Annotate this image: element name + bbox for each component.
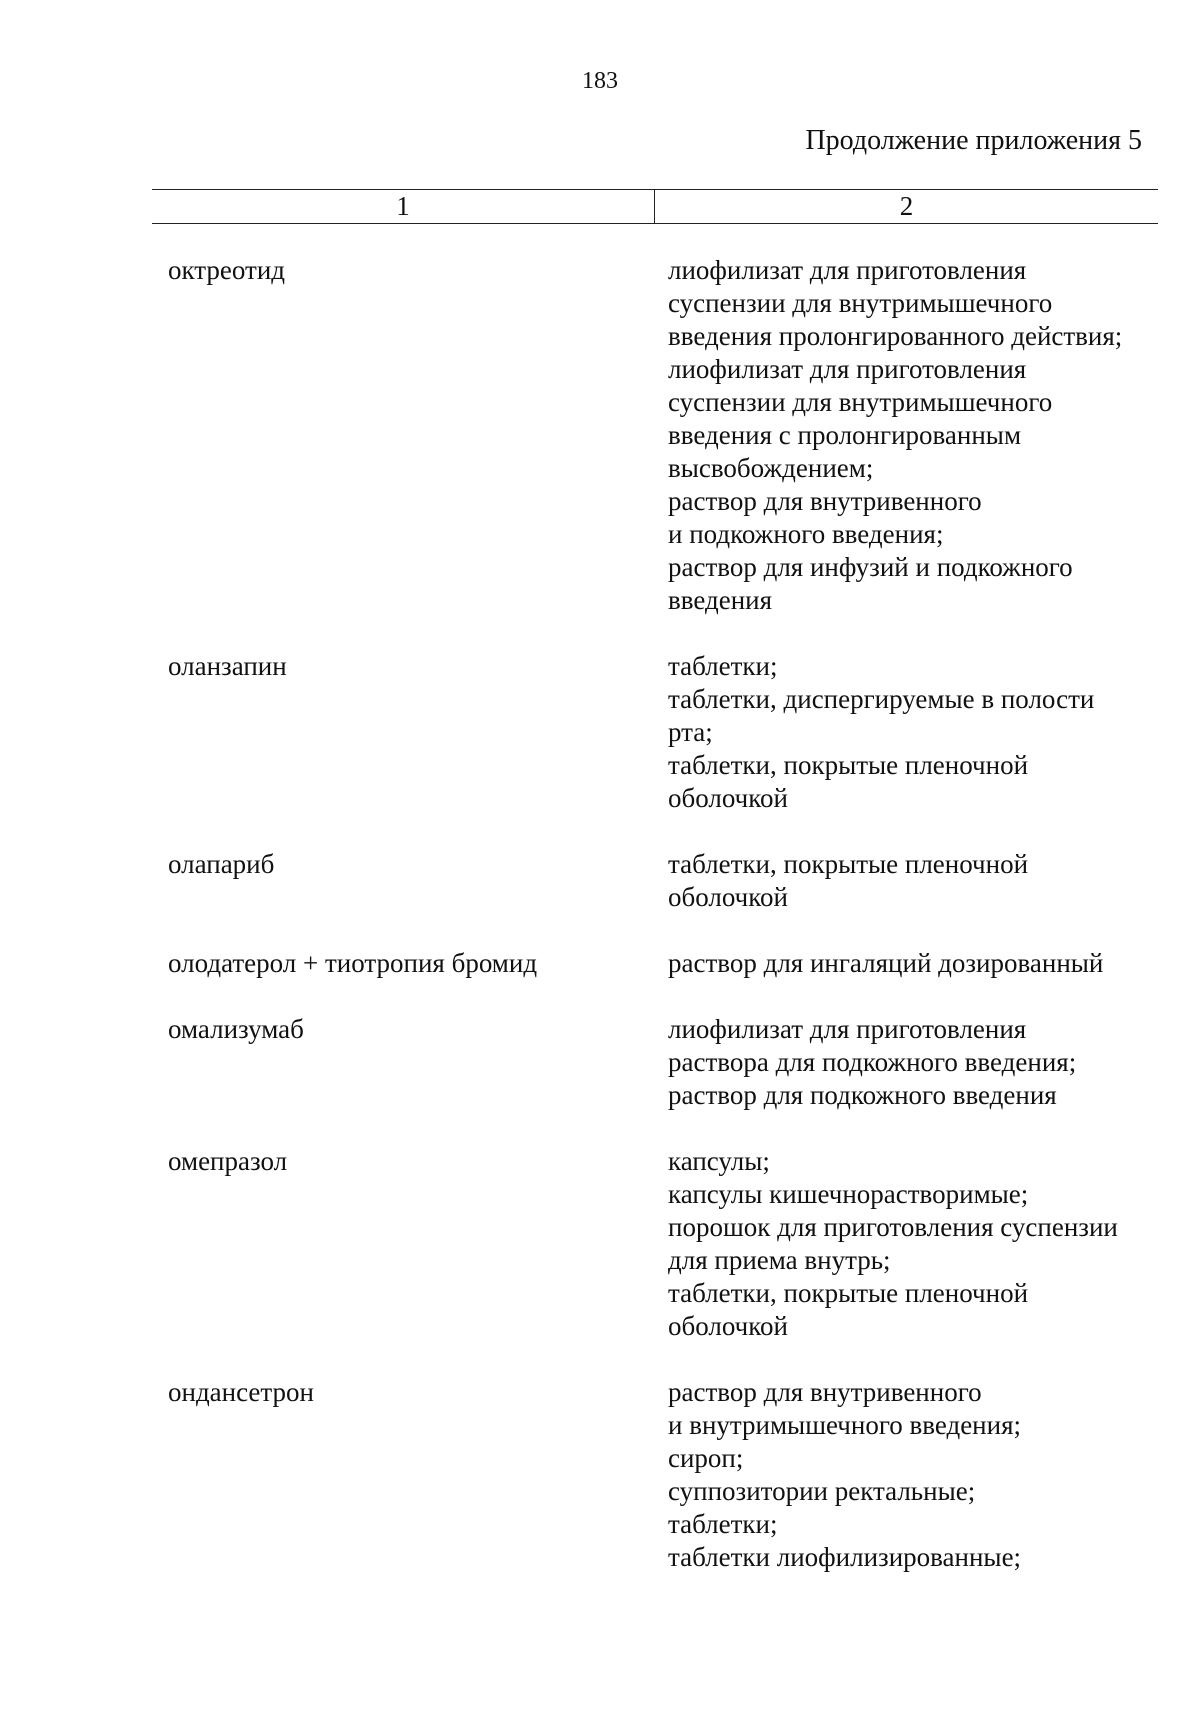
table-row	[0, 848, 1200, 914]
dosage-forms	[668, 1145, 1168, 1343]
column-header-2: 2	[899, 191, 914, 221]
dosage-form-line: таблетки, покрытые пленочной	[668, 1278, 1029, 1308]
dosage-form-line: лиофилизат для приготовления	[668, 255, 1027, 285]
dosage-form-line: таблетки, покрытые пленочной	[668, 849, 1029, 879]
column-header-1: 1	[396, 191, 410, 221]
dosage-form-line: таблетки, диспергируемые в полости	[668, 684, 1095, 714]
dosage-form-line: оболочкой	[668, 1311, 788, 1341]
drug-name: октреотид	[168, 255, 286, 285]
dosage-form-line: суппозитории ректальные;	[668, 1476, 976, 1506]
dosage-form-line: оболочкой	[668, 783, 788, 813]
page-number: 183	[582, 68, 618, 94]
drug-name: оланзапин	[168, 651, 287, 681]
dosage-form-line: и внутримышечного введения;	[668, 1410, 1021, 1440]
dosage-form-line: введения пролонгированного действия;	[668, 321, 1123, 351]
dosage-forms	[668, 1013, 1168, 1112]
header-rule-bottom	[152, 223, 1158, 224]
table-row	[0, 1376, 1200, 1574]
table-body	[0, 254, 1200, 1607]
dosage-form-line: порошок для приготовления суспензии	[668, 1212, 1118, 1242]
dosage-form-line: таблетки лиофилизированные;	[668, 1542, 1022, 1572]
dosage-form-line: введения	[668, 585, 773, 615]
table-row	[0, 254, 1200, 617]
dosage-form-line: для приема внутрь;	[668, 1245, 891, 1275]
drug-name: омализумаб	[168, 1014, 304, 1044]
dosage-form-line: рта;	[668, 717, 713, 747]
table-row	[0, 1145, 1200, 1343]
dosage-form-line: суспензии для внутримышечного	[668, 387, 1053, 417]
dosage-forms	[668, 254, 1168, 617]
dosage-form-line: таблетки, покрытые пленочной	[668, 750, 1029, 780]
dosage-form-line: высвобождением;	[668, 453, 874, 483]
dosage-form-line: капсулы кишечнорастворимые;	[668, 1179, 1029, 1209]
dosage-forms	[668, 650, 1168, 815]
continuation-title: Продолжение приложения 5	[805, 125, 1142, 156]
dosage-form-line: лиофилизат для приготовления	[668, 354, 1027, 384]
drug-name: ондансетрон	[168, 1377, 314, 1407]
dosage-forms	[668, 1376, 1168, 1574]
dosage-form-line: капсулы;	[668, 1146, 770, 1176]
dosage-form-line: раствора для подкожного введения;	[668, 1047, 1077, 1077]
dosage-forms	[668, 848, 1168, 914]
drug-name: олодатерол + тиотропия бромид	[168, 948, 538, 978]
dosage-form-line: и подкожного введения;	[668, 519, 944, 549]
dosage-form-line: раствор для инфузий и подкожного	[668, 552, 1073, 582]
dosage-form-line: лиофилизат для приготовления	[668, 1014, 1027, 1044]
dosage-form-line: раствор для подкожного введения	[668, 1080, 1057, 1110]
dosage-form-line: раствор для внутривенного	[668, 1377, 982, 1407]
dosage-form-line: таблетки;	[668, 1509, 778, 1539]
dosage-form-line: сироп;	[668, 1443, 744, 1473]
table-row	[0, 1013, 1200, 1112]
dosage-form-line: оболочкой	[668, 882, 788, 912]
table-row	[0, 650, 1200, 815]
dosage-form-line: раствор для ингаляций дозированный	[668, 948, 1104, 978]
drug-name: олапариб	[168, 849, 275, 879]
drug-name: омепразол	[168, 1146, 288, 1176]
dosage-form-line: суспензии для внутримышечного	[668, 288, 1053, 318]
dosage-forms	[668, 947, 1168, 980]
dosage-form-line: введения с пролонгированным	[668, 420, 1022, 450]
table-row	[0, 947, 1200, 980]
dosage-form-line: таблетки;	[668, 651, 778, 681]
dosage-form-line: раствор для внутривенного	[668, 486, 982, 516]
